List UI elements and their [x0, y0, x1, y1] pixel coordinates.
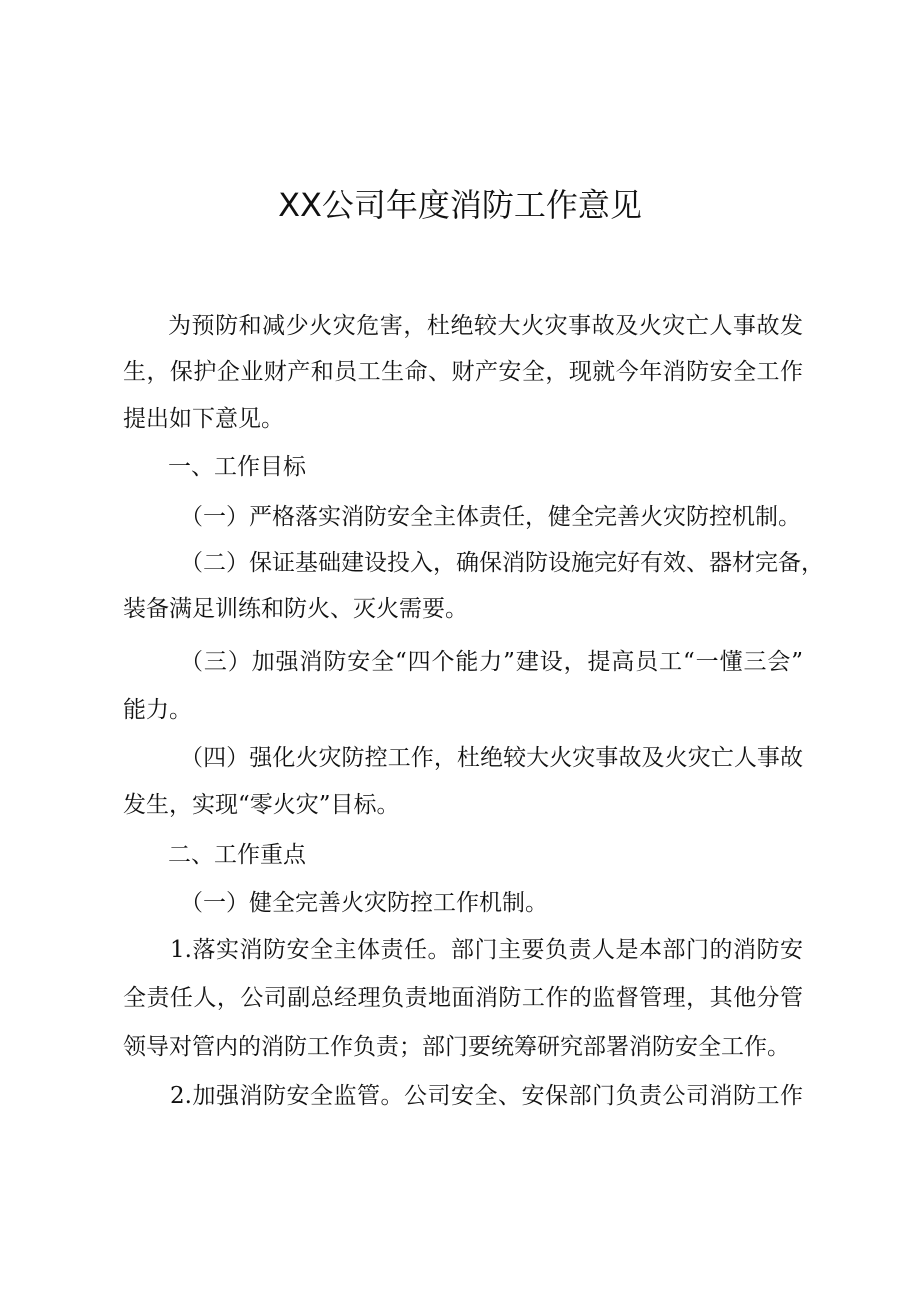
goal-item-3-line-1: （三）加强消防安全“四个能力”建设，提高员工“一懂三会” [180, 649, 803, 675]
goal-item-2-line-1: （二）保证基础建设投入，确保消防设施完好有效、器材完备， [180, 550, 824, 576]
focus-point-1-line-2: 全责任人，公司副总经理负责地面消防工作的监督管理，其他分管 [123, 985, 803, 1011]
focus-point-2-line-1: 2.加强消防安全监管。公司安全、安保部门负责公司消防工作 [170, 1083, 803, 1109]
goal-item-4-line-2: 发生，实现“零火灾”目标。 [123, 792, 400, 818]
goal-item-4-line-1: （四）强化火灾防控工作，杜绝较大火灾事故及火灾亡人事故 [180, 745, 803, 771]
focus-point-1-line-1: 1.落实消防安全主体责任。部门主要负责人是本部门的消防安 [170, 937, 803, 963]
document-title: XX公司年度消防工作意见 [278, 186, 642, 224]
goal-item-1: （一）严格落实消防安全主体责任，健全完善火灾防控机制。 [180, 504, 801, 530]
paragraph-intro-line-1: 为预防和减少火灾危害，杜绝较大火灾事故及火灾亡人事故发 [168, 313, 803, 339]
focus-item-1: （一）健全完善火灾防控工作机制。 [180, 890, 548, 916]
section-heading-goals: 一、工作目标 [168, 454, 306, 480]
paragraph-intro-line-3: 提出如下意见。 [123, 406, 284, 432]
section-heading-focus: 二、工作重点 [168, 842, 306, 868]
focus-point-1-line-3: 领导对管内的消防工作负责；部门要统筹研究部署消防安全工作。 [123, 1034, 790, 1060]
paragraph-intro-line-2: 生，保护企业财产和员工生命、财产安全，现就今年消防安全工作 [123, 359, 803, 385]
goal-item-3-line-2: 能力。 [123, 697, 192, 723]
goal-item-2-line-2: 装备满足训练和防火、灭火需要。 [123, 596, 468, 622]
